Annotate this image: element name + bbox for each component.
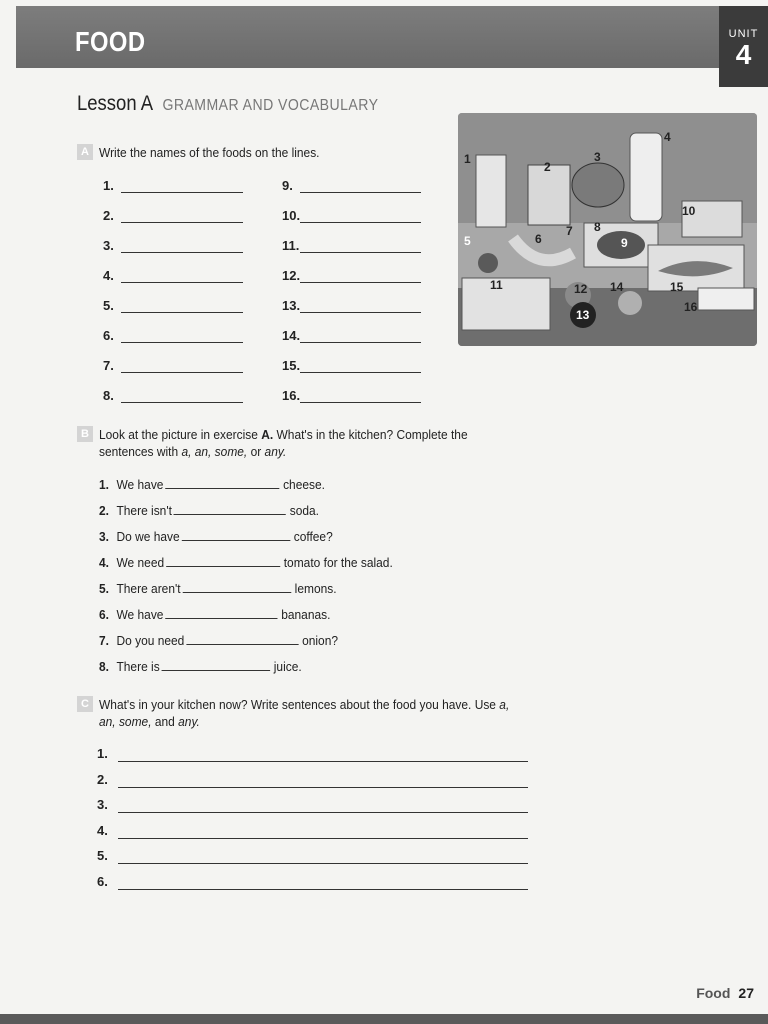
answer-line[interactable]	[121, 371, 243, 373]
svg-text:1: 1	[464, 152, 471, 166]
exercise-c-and: and	[151, 714, 179, 729]
sentence-after: coffee?	[293, 529, 333, 544]
sentence-before: There aren't	[116, 581, 181, 596]
exercise-c-instruction-line1: What's in your kitchen now? Write sentences about the food you have. Use	[99, 697, 500, 712]
sentence-blank[interactable]	[186, 632, 298, 645]
exercise-b-instruction	[99, 426, 468, 460]
answer-number: 6.	[103, 328, 114, 343]
answer-line[interactable]	[121, 281, 243, 283]
exercise-b-instruction-text2: What's in the kitchen? Complete the	[273, 427, 468, 442]
svg-text:14: 14	[610, 280, 624, 294]
answer-number: 3.	[97, 797, 108, 812]
unit-box	[719, 6, 768, 87]
answer-number: 2.	[97, 771, 108, 787]
answer-line[interactable]	[121, 341, 243, 343]
answer-line[interactable]	[121, 401, 243, 403]
answer-number: 16.	[282, 388, 301, 403]
answer-number: 12.	[282, 268, 301, 283]
exercise-b-any: any.	[264, 444, 287, 459]
answer-line[interactable]	[300, 401, 421, 403]
answer-number: 5.	[97, 848, 108, 863]
exercise-b-ref: A.	[261, 427, 274, 442]
exercise-c-words: an, some,	[99, 714, 152, 729]
exercise-b-or: or	[247, 444, 265, 459]
sentence-number: 1.	[99, 477, 109, 492]
answer-line[interactable]	[300, 221, 421, 223]
sentence-blank[interactable]	[166, 554, 280, 567]
answer-number: 14.	[282, 328, 301, 343]
answer-line[interactable]	[300, 341, 421, 343]
answer-number: 4.	[103, 268, 114, 283]
sentence-before: We have	[116, 607, 164, 622]
sentence-row	[99, 580, 337, 596]
unit-title: FOOD	[75, 26, 146, 57]
unit-number: 4	[735, 39, 752, 70]
answer-number: 5.	[103, 298, 114, 313]
answer-number: 6.	[97, 873, 108, 889]
answer-line[interactable]	[300, 191, 421, 193]
writing-line[interactable]	[118, 811, 528, 813]
answer-line[interactable]	[300, 251, 421, 253]
answer-line[interactable]	[121, 191, 243, 193]
sentence-row	[99, 606, 330, 622]
svg-text:6: 6	[535, 232, 542, 246]
kitchen-food-illustration	[458, 113, 757, 346]
answer-number: 8.	[103, 388, 114, 403]
answer-number: 15.	[282, 358, 301, 373]
sentence-before: We need	[116, 555, 165, 570]
svg-text:2: 2	[544, 160, 551, 174]
footer-word: Food	[696, 985, 731, 1001]
sentence-after: bananas.	[281, 607, 331, 622]
sentence-after: tomato for the salad.	[283, 555, 393, 570]
sentence-row	[99, 554, 393, 570]
svg-text:11: 11	[490, 278, 503, 292]
sentence-number: 5.	[99, 581, 109, 596]
answer-line[interactable]	[300, 311, 421, 313]
answer-number: 11.	[282, 238, 300, 253]
svg-text:8: 8	[594, 220, 601, 234]
sentence-row	[99, 658, 302, 674]
answer-line[interactable]	[300, 371, 421, 373]
svg-text:9: 9	[621, 236, 628, 250]
sentence-before: Do we have	[116, 529, 180, 544]
svg-text:13: 13	[576, 308, 590, 322]
exercise-c-a: a,	[499, 697, 510, 712]
answer-number: 1.	[103, 178, 114, 193]
sentence-blank[interactable]	[182, 580, 291, 593]
sentence-after: lemons.	[294, 581, 337, 596]
sentence-number: 4.	[99, 555, 109, 570]
sentence-number: 8.	[99, 659, 109, 674]
sentence-before: We have	[116, 477, 164, 492]
exercise-b-instruction-text: Look at the picture in exercise	[99, 427, 262, 442]
svg-text:4: 4	[664, 130, 671, 144]
svg-text:7: 7	[566, 224, 573, 238]
sentence-row	[99, 502, 319, 518]
svg-text:15: 15	[670, 280, 684, 294]
exercise-c-instruction	[99, 696, 509, 730]
writing-line[interactable]	[118, 837, 528, 839]
writing-line[interactable]	[118, 760, 528, 762]
answer-number: 10.	[282, 208, 301, 223]
bottom-edge	[0, 1014, 768, 1024]
sentence-row	[99, 476, 325, 492]
sentence-number: 7.	[99, 633, 109, 648]
svg-text:5: 5	[464, 234, 471, 248]
svg-text:12: 12	[574, 282, 588, 296]
sentence-blank[interactable]	[181, 528, 290, 541]
page-number: 27	[738, 985, 754, 1001]
kitchen-food-photo	[458, 113, 757, 346]
svg-text:16: 16	[684, 300, 698, 314]
answer-line[interactable]	[300, 281, 421, 283]
lesson-title: Lesson A	[77, 92, 153, 115]
writing-line[interactable]	[118, 862, 528, 864]
sentence-blank[interactable]	[165, 606, 277, 619]
exercise-c-badge: C	[77, 696, 93, 712]
sentence-blank[interactable]	[162, 658, 271, 671]
answer-number: 1.	[97, 746, 108, 761]
answer-number: 4.	[97, 822, 108, 838]
sentence-after: soda.	[289, 503, 319, 518]
sentence-before: Do you need	[116, 633, 185, 648]
lesson-subtitle: GRAMMAR AND VOCABULARY	[162, 97, 379, 114]
answer-line[interactable]	[121, 311, 243, 313]
page-footer	[696, 985, 754, 1001]
sentence-number: 6.	[99, 607, 109, 622]
answer-number: 7.	[103, 358, 114, 373]
exercise-b-words: a, an, some,	[181, 444, 248, 459]
sentence-before: There is	[116, 659, 160, 674]
writing-line[interactable]	[118, 786, 528, 788]
exercise-c-any: any.	[178, 714, 200, 729]
answer-line[interactable]	[121, 221, 243, 223]
sentence-number: 2.	[99, 503, 109, 518]
answer-number: 2.	[103, 208, 114, 223]
sentence-blank[interactable]	[174, 502, 286, 515]
sentence-after: onion?	[302, 633, 338, 648]
answer-number: 9.	[282, 178, 293, 193]
exercise-b-instruction-line2: sentences with	[99, 444, 182, 459]
lesson-heading	[77, 92, 378, 116]
answer-number: 3.	[103, 238, 114, 253]
sentence-after: juice.	[273, 659, 302, 674]
sentence-row	[99, 632, 338, 648]
sentence-number: 3.	[99, 529, 109, 544]
answer-line[interactable]	[121, 251, 243, 253]
answer-number: 13.	[282, 298, 301, 313]
sentence-blank[interactable]	[165, 476, 279, 489]
unit-label: UNIT	[728, 28, 759, 40]
svg-text:10: 10	[682, 204, 696, 218]
exercise-b-badge: B	[77, 426, 93, 442]
svg-text:3: 3	[594, 150, 601, 164]
sentence-after: cheese.	[283, 477, 325, 492]
exercise-a-badge: A	[77, 144, 93, 160]
sentence-before: There isn't	[116, 503, 172, 518]
exercise-a-instruction: Write the names of the foods on the lines.	[99, 145, 320, 160]
sentence-row	[99, 528, 333, 544]
writing-line[interactable]	[118, 888, 528, 890]
